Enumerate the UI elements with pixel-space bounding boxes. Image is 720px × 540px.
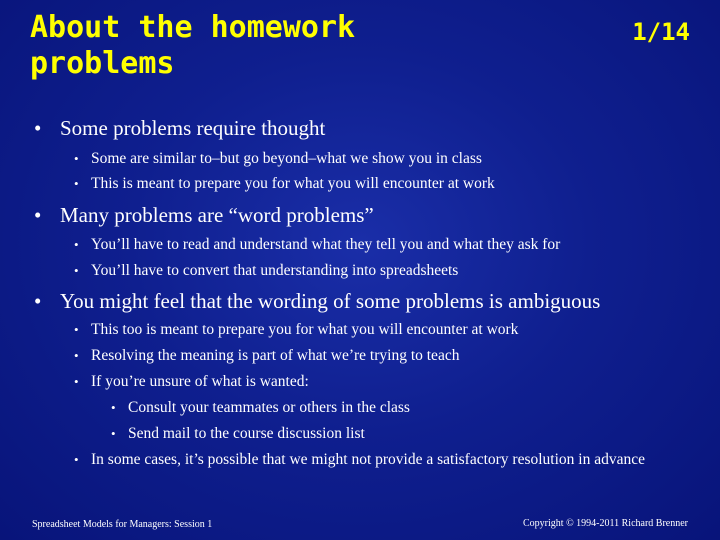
footer-course-label: Spreadsheet Models for Managers: Session 1 (32, 519, 213, 530)
bullet-dot-icon: • (34, 203, 42, 227)
bullet-dot-icon: • (74, 322, 79, 337)
bullet-dot-icon: • (74, 237, 79, 252)
slide-number: 1/14 (632, 18, 690, 46)
bullet-dot-icon: • (74, 348, 79, 363)
bullet-text: Many problems are “word problems” (60, 203, 374, 227)
bullet-dot-icon: • (34, 289, 42, 313)
sub-bullet-text: You’ll have to convert that understanding into spreadsheets (91, 262, 459, 279)
sub-bullet-text: This is meant to prepare you for what you will encounter at work (91, 175, 495, 192)
bullet-dot-icon: • (111, 426, 116, 441)
bullet-dot-icon: • (74, 452, 79, 467)
bullet-text: You might feel that the wording of some problems is ambiguous (60, 289, 601, 313)
slide-title: About the homework problems (30, 10, 356, 81)
bullet-dot-icon: • (74, 263, 79, 278)
sub-bullet-text: This too is meant to prepare you for what you will encounter at work (91, 321, 519, 338)
bullet-dot-icon: • (111, 400, 116, 415)
bullet-dot-icon: • (74, 374, 79, 389)
bullet-dot-icon: • (74, 176, 79, 191)
bullet-dot-icon: • (34, 116, 42, 140)
bullet-text: Some problems require thought (60, 116, 326, 140)
sub-sub-bullet-text: Consult your teammates or others in the class (128, 399, 410, 416)
sub-sub-bullet-text: Send mail to the course discussion list (128, 425, 365, 442)
sub-bullet-text: Resolving the meaning is part of what we’re trying to teach (91, 347, 460, 364)
sub-bullet-text: In some cases, it’s possible that we might not provide a satisfactory resolution in advance (91, 451, 645, 468)
sub-bullet-text: You’ll have to read and understand what they tell you and what they ask for (91, 236, 561, 253)
footer-copyright: Copyright © 1994-2011 Richard Brenner (523, 518, 688, 529)
sub-bullet-text: If you’re unsure of what is wanted: (91, 373, 309, 390)
bullet-dot-icon: • (74, 151, 79, 166)
sub-bullet-text: Some are similar to–but go beyond–what we show you in class (91, 150, 482, 167)
